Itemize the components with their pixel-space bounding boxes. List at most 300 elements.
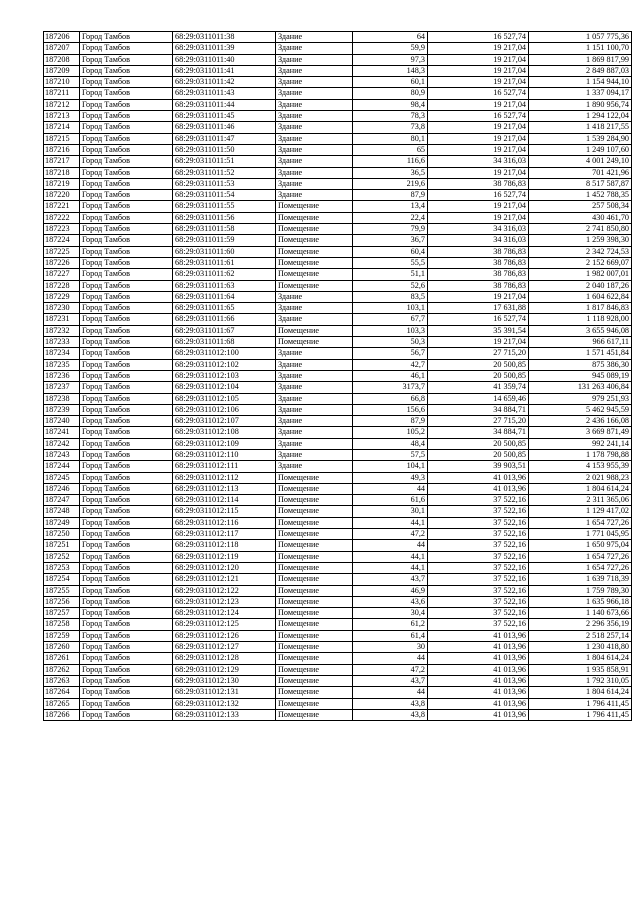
cell-municipality: Город Тамбов <box>80 65 173 76</box>
table-row <box>44 608 632 619</box>
cell-municipality: Город Тамбов <box>80 427 173 438</box>
cell-object-type: Помещение <box>276 517 353 528</box>
table-row <box>44 675 632 686</box>
cell-cadastral-value: 966 617,11 <box>529 337 632 348</box>
table-body <box>44 32 632 721</box>
cell-cadastral-value: 1 418 217,55 <box>529 122 632 133</box>
cell-record-number: 187238 <box>44 393 80 404</box>
table-row <box>44 449 632 460</box>
cell-cadastral-number: 68:29:0311012:105 <box>173 393 276 404</box>
cell-record-number: 187240 <box>44 416 80 427</box>
cell-municipality: Город Тамбов <box>80 43 173 54</box>
cell-area: 36,5 <box>353 167 428 178</box>
table-row <box>44 483 632 494</box>
table-row <box>44 370 632 381</box>
cell-specific-value: 38 786,83 <box>428 269 529 280</box>
cell-municipality: Город Тамбов <box>80 257 173 268</box>
cell-record-number: 187208 <box>44 54 80 65</box>
cell-specific-value: 16 527,74 <box>428 314 529 325</box>
table-row <box>44 653 632 664</box>
cell-area: 44 <box>353 653 428 664</box>
cell-area: 103,1 <box>353 303 428 314</box>
table-row <box>44 438 632 449</box>
cell-cadastral-value: 1 259 398,30 <box>529 235 632 246</box>
cell-cadastral-value: 1 178 798,88 <box>529 449 632 460</box>
cell-object-type: Здание <box>276 190 353 201</box>
cell-specific-value: 27 715,20 <box>428 348 529 359</box>
cell-record-number: 187254 <box>44 574 80 585</box>
cell-area: 219,6 <box>353 178 428 189</box>
cell-cadastral-value: 1 804 614,24 <box>529 653 632 664</box>
cell-area: 57,5 <box>353 449 428 460</box>
cell-object-type: Здание <box>276 156 353 167</box>
cell-cadastral-value: 1 452 788,35 <box>529 190 632 201</box>
cell-area: 43,6 <box>353 596 428 607</box>
cell-area: 44,1 <box>353 562 428 573</box>
cell-cadastral-number: 68:29:0311012:108 <box>173 427 276 438</box>
cell-cadastral-number: 68:29:0311011:50 <box>173 144 276 155</box>
cell-record-number: 187242 <box>44 438 80 449</box>
table-row <box>44 427 632 438</box>
cell-object-type: Помещение <box>276 551 353 562</box>
cell-object-type: Помещение <box>276 608 353 619</box>
cell-object-type: Здание <box>276 167 353 178</box>
cell-cadastral-value: 2 021 988,23 <box>529 472 632 483</box>
cell-cadastral-number: 68:29:0311012:109 <box>173 438 276 449</box>
cell-area: 61,6 <box>353 495 428 506</box>
cell-cadastral-number: 68:29:0311012:127 <box>173 642 276 653</box>
cell-specific-value: 38 786,83 <box>428 246 529 257</box>
cell-object-type: Здание <box>276 303 353 314</box>
cell-specific-value: 41 013,96 <box>428 642 529 653</box>
cell-cadastral-value: 2 040 187,26 <box>529 280 632 291</box>
cell-specific-value: 37 522,16 <box>428 506 529 517</box>
cell-record-number: 187217 <box>44 156 80 167</box>
table-row <box>44 517 632 528</box>
cell-cadastral-value: 1 154 944,10 <box>529 77 632 88</box>
cell-object-type: Помещение <box>276 642 353 653</box>
table-row <box>44 122 632 133</box>
cell-specific-value: 34 316,03 <box>428 235 529 246</box>
cell-record-number: 187255 <box>44 585 80 596</box>
cell-record-number: 187210 <box>44 77 80 88</box>
table-row <box>44 596 632 607</box>
cell-cadastral-value: 2 311 365,06 <box>529 495 632 506</box>
cell-specific-value: 19 217,04 <box>428 77 529 88</box>
cell-specific-value: 37 522,16 <box>428 574 529 585</box>
table-row <box>44 257 632 268</box>
cell-cadastral-value: 1 151 100,70 <box>529 43 632 54</box>
cell-municipality: Город Тамбов <box>80 314 173 325</box>
cell-cadastral-number: 68:29:0311011:55 <box>173 201 276 212</box>
cell-object-type: Здание <box>276 65 353 76</box>
cell-municipality: Город Тамбов <box>80 642 173 653</box>
table-row <box>44 529 632 540</box>
table-row <box>44 495 632 506</box>
cell-cadastral-value: 131 263 406,84 <box>529 382 632 393</box>
table-row <box>44 32 632 43</box>
cell-area: 43,8 <box>353 698 428 709</box>
cell-municipality: Город Тамбов <box>80 653 173 664</box>
cell-specific-value: 19 217,04 <box>428 99 529 110</box>
table-row <box>44 303 632 314</box>
table-row <box>44 178 632 189</box>
cell-municipality: Город Тамбов <box>80 167 173 178</box>
table-row <box>44 167 632 178</box>
cell-specific-value: 14 659,46 <box>428 393 529 404</box>
cell-object-type: Здание <box>276 382 353 393</box>
table-row <box>44 133 632 144</box>
cell-specific-value: 19 217,04 <box>428 212 529 223</box>
cell-record-number: 187232 <box>44 325 80 336</box>
cell-record-number: 187237 <box>44 382 80 393</box>
cell-object-type: Здание <box>276 122 353 133</box>
cell-area: 87,9 <box>353 416 428 427</box>
cell-municipality: Город Тамбов <box>80 246 173 257</box>
cell-municipality: Город Тамбов <box>80 562 173 573</box>
cell-area: 104,1 <box>353 461 428 472</box>
cell-cadastral-value: 2 849 887,03 <box>529 65 632 76</box>
cell-specific-value: 37 522,16 <box>428 529 529 540</box>
cell-record-number: 187241 <box>44 427 80 438</box>
cell-cadastral-number: 68:29:0311012:103 <box>173 370 276 381</box>
cell-record-number: 187258 <box>44 619 80 630</box>
cell-area: 116,6 <box>353 156 428 167</box>
cell-specific-value: 38 786,83 <box>428 280 529 291</box>
cell-cadastral-value: 979 251,93 <box>529 393 632 404</box>
cell-area: 61,4 <box>353 630 428 641</box>
cell-area: 73,8 <box>353 122 428 133</box>
cell-record-number: 187211 <box>44 88 80 99</box>
cell-area: 66,8 <box>353 393 428 404</box>
cell-specific-value: 37 522,16 <box>428 551 529 562</box>
cell-record-number: 187233 <box>44 337 80 348</box>
cell-area: 50,3 <box>353 337 428 348</box>
cell-municipality: Город Тамбов <box>80 506 173 517</box>
cell-cadastral-value: 1 804 614,24 <box>529 687 632 698</box>
cell-specific-value: 20 500,85 <box>428 370 529 381</box>
cell-cadastral-value: 1 635 966,18 <box>529 596 632 607</box>
cell-cadastral-value: 2 296 356,19 <box>529 619 632 630</box>
cell-specific-value: 41 013,96 <box>428 653 529 664</box>
cell-area: 83,5 <box>353 291 428 302</box>
cell-specific-value: 34 884,71 <box>428 404 529 415</box>
cell-object-type: Помещение <box>276 664 353 675</box>
cell-cadastral-value: 1 129 417,02 <box>529 506 632 517</box>
cell-municipality: Город Тамбов <box>80 404 173 415</box>
cell-cadastral-number: 68:29:0311012:120 <box>173 562 276 573</box>
cell-cadastral-number: 68:29:0311012:124 <box>173 608 276 619</box>
table-row <box>44 291 632 302</box>
table-row <box>44 585 632 596</box>
cell-cadastral-number: 68:29:0311011:58 <box>173 224 276 235</box>
cell-area: 80,1 <box>353 133 428 144</box>
cell-record-number: 187213 <box>44 111 80 122</box>
cell-municipality: Город Тамбов <box>80 416 173 427</box>
table-row <box>44 144 632 155</box>
cell-area: 44 <box>353 483 428 494</box>
cell-object-type: Здание <box>276 54 353 65</box>
cell-object-type: Помещение <box>276 495 353 506</box>
cell-record-number: 187227 <box>44 269 80 280</box>
cell-record-number: 187252 <box>44 551 80 562</box>
cell-municipality: Город Тамбов <box>80 472 173 483</box>
cell-municipality: Город Тамбов <box>80 32 173 43</box>
cell-specific-value: 19 217,04 <box>428 54 529 65</box>
cell-record-number: 187248 <box>44 506 80 517</box>
cell-object-type: Здание <box>276 359 353 370</box>
cell-specific-value: 41 013,96 <box>428 472 529 483</box>
cell-record-number: 187218 <box>44 167 80 178</box>
table-row <box>44 54 632 65</box>
cell-record-number: 187221 <box>44 201 80 212</box>
cell-cadastral-number: 68:29:0311012:130 <box>173 675 276 686</box>
cell-cadastral-value: 1 817 846,83 <box>529 303 632 314</box>
cell-cadastral-value: 5 462 945,59 <box>529 404 632 415</box>
cell-specific-value: 37 522,16 <box>428 608 529 619</box>
cell-record-number: 187209 <box>44 65 80 76</box>
cell-municipality: Город Тамбов <box>80 348 173 359</box>
cell-cadastral-value: 1 654 727,26 <box>529 551 632 562</box>
table-row <box>44 404 632 415</box>
cell-record-number: 187215 <box>44 133 80 144</box>
cell-specific-value: 27 715,20 <box>428 416 529 427</box>
cell-area: 60,4 <box>353 246 428 257</box>
cell-municipality: Город Тамбов <box>80 495 173 506</box>
cell-cadastral-value: 1 796 411,45 <box>529 698 632 709</box>
table-row <box>44 642 632 653</box>
cell-cadastral-number: 68:29:0311012:104 <box>173 382 276 393</box>
table-row <box>44 77 632 88</box>
cell-record-number: 187230 <box>44 303 80 314</box>
cell-object-type: Помещение <box>276 529 353 540</box>
cell-cadastral-number: 68:29:0311012:111 <box>173 461 276 472</box>
cell-cadastral-value: 1 639 718,39 <box>529 574 632 585</box>
cell-municipality: Город Тамбов <box>80 280 173 291</box>
cell-cadastral-value: 2 436 166,08 <box>529 416 632 427</box>
cell-record-number: 187243 <box>44 449 80 460</box>
cell-specific-value: 19 217,04 <box>428 337 529 348</box>
table-row <box>44 65 632 76</box>
table-row <box>44 190 632 201</box>
cell-record-number: 187265 <box>44 698 80 709</box>
cell-cadastral-value: 257 508,34 <box>529 201 632 212</box>
table-row <box>44 269 632 280</box>
cell-object-type: Помещение <box>276 653 353 664</box>
cell-record-number: 187264 <box>44 687 80 698</box>
cell-municipality: Город Тамбов <box>80 382 173 393</box>
cell-municipality: Город Тамбов <box>80 178 173 189</box>
cell-area: 47,2 <box>353 664 428 675</box>
cell-specific-value: 16 527,74 <box>428 111 529 122</box>
cell-cadastral-value: 1 650 975,04 <box>529 540 632 551</box>
cell-cadastral-number: 68:29:0311012:118 <box>173 540 276 551</box>
table-row <box>44 359 632 370</box>
cell-specific-value: 19 217,04 <box>428 201 529 212</box>
cell-area: 47,2 <box>353 529 428 540</box>
cell-cadastral-value: 1 140 673,66 <box>529 608 632 619</box>
cell-municipality: Город Тамбов <box>80 337 173 348</box>
cell-object-type: Здание <box>276 449 353 460</box>
table-row <box>44 619 632 630</box>
cell-cadastral-number: 68:29:0311012:125 <box>173 619 276 630</box>
cell-cadastral-value: 1 982 007,01 <box>529 269 632 280</box>
cell-object-type: Здание <box>276 77 353 88</box>
cell-object-type: Помещение <box>276 280 353 291</box>
cell-municipality: Город Тамбов <box>80 438 173 449</box>
cell-cadastral-number: 68:29:0311011:52 <box>173 167 276 178</box>
cell-cadastral-number: 68:29:0311011:65 <box>173 303 276 314</box>
cell-object-type: Здание <box>276 404 353 415</box>
cell-municipality: Город Тамбов <box>80 54 173 65</box>
cell-object-type: Помещение <box>276 506 353 517</box>
cell-record-number: 187261 <box>44 653 80 664</box>
cell-record-number: 187246 <box>44 483 80 494</box>
cell-municipality: Город Тамбов <box>80 687 173 698</box>
cell-record-number: 187262 <box>44 664 80 675</box>
cell-object-type: Здание <box>276 348 353 359</box>
cell-area: 44,1 <box>353 517 428 528</box>
cell-object-type: Помещение <box>276 698 353 709</box>
cell-cadastral-value: 8 517 587,87 <box>529 178 632 189</box>
cell-record-number: 187231 <box>44 314 80 325</box>
cell-area: 43,8 <box>353 709 428 720</box>
cell-object-type: Здание <box>276 393 353 404</box>
cell-record-number: 187236 <box>44 370 80 381</box>
cell-area: 65 <box>353 144 428 155</box>
cell-municipality: Город Тамбов <box>80 133 173 144</box>
cell-municipality: Город Тамбов <box>80 393 173 404</box>
cell-record-number: 187222 <box>44 212 80 223</box>
cell-cadastral-value: 2 342 724,53 <box>529 246 632 257</box>
cell-area: 30 <box>353 642 428 653</box>
cell-cadastral-number: 68:29:0311011:47 <box>173 133 276 144</box>
cell-area: 97,3 <box>353 54 428 65</box>
cell-object-type: Помещение <box>276 574 353 585</box>
cell-cadastral-value: 1 249 107,60 <box>529 144 632 155</box>
cell-area: 59,9 <box>353 43 428 54</box>
cell-object-type: Здание <box>276 416 353 427</box>
table-row <box>44 574 632 585</box>
cell-municipality: Город Тамбов <box>80 77 173 88</box>
cell-specific-value: 19 217,04 <box>428 65 529 76</box>
cell-cadastral-value: 1 571 451,84 <box>529 348 632 359</box>
cell-specific-value: 37 522,16 <box>428 540 529 551</box>
cell-cadastral-number: 68:29:0311011:56 <box>173 212 276 223</box>
cell-specific-value: 16 527,74 <box>428 32 529 43</box>
cell-specific-value: 20 500,85 <box>428 438 529 449</box>
cell-specific-value: 35 391,54 <box>428 325 529 336</box>
cell-area: 36,7 <box>353 235 428 246</box>
table-row <box>44 337 632 348</box>
cell-cadastral-value: 875 386,30 <box>529 359 632 370</box>
cell-cadastral-number: 68:29:0311011:59 <box>173 235 276 246</box>
cell-cadastral-number: 68:29:0311012:112 <box>173 472 276 483</box>
cell-object-type: Здание <box>276 144 353 155</box>
cell-record-number: 187266 <box>44 709 80 720</box>
cell-area: 46,9 <box>353 585 428 596</box>
cell-cadastral-value: 3 669 871,49 <box>529 427 632 438</box>
table-row <box>44 687 632 698</box>
table-row <box>44 562 632 573</box>
cell-cadastral-value: 2 518 257,14 <box>529 630 632 641</box>
cell-specific-value: 34 316,03 <box>428 156 529 167</box>
cell-record-number: 187260 <box>44 642 80 653</box>
cell-cadastral-value: 1 935 858,91 <box>529 664 632 675</box>
cell-area: 22,4 <box>353 212 428 223</box>
table-row <box>44 630 632 641</box>
cell-area: 49,3 <box>353 472 428 483</box>
cell-object-type: Здание <box>276 133 353 144</box>
cell-municipality: Город Тамбов <box>80 156 173 167</box>
cell-cadastral-value: 2 152 669,07 <box>529 257 632 268</box>
cell-specific-value: 19 217,04 <box>428 43 529 54</box>
cell-cadastral-number: 68:29:0311011:67 <box>173 325 276 336</box>
cell-record-number: 187253 <box>44 562 80 573</box>
cell-specific-value: 19 217,04 <box>428 122 529 133</box>
cell-area: 79,9 <box>353 224 428 235</box>
cell-municipality: Город Тамбов <box>80 619 173 630</box>
cell-cadastral-value: 1 654 727,26 <box>529 517 632 528</box>
cell-municipality: Город Тамбов <box>80 303 173 314</box>
cell-cadastral-number: 68:29:0311012:106 <box>173 404 276 415</box>
cell-object-type: Здание <box>276 178 353 189</box>
cell-cadastral-number: 68:29:0311011:63 <box>173 280 276 291</box>
cell-record-number: 187228 <box>44 280 80 291</box>
table-row <box>44 280 632 291</box>
cell-cadastral-value: 4 153 955,39 <box>529 461 632 472</box>
cell-object-type: Здание <box>276 314 353 325</box>
cell-object-type: Помещение <box>276 472 353 483</box>
cell-cadastral-number: 68:29:0311012:122 <box>173 585 276 596</box>
cell-area: 44 <box>353 687 428 698</box>
cell-municipality: Город Тамбов <box>80 122 173 133</box>
cell-cadastral-value: 1 792 310,05 <box>529 675 632 686</box>
cell-cadastral-number: 68:29:0311011:54 <box>173 190 276 201</box>
table-row <box>44 111 632 122</box>
cell-area: 43,7 <box>353 675 428 686</box>
cell-record-number: 187256 <box>44 596 80 607</box>
cell-municipality: Город Тамбов <box>80 224 173 235</box>
cell-cadastral-number: 68:29:0311011:42 <box>173 77 276 88</box>
cell-cadastral-number: 68:29:0311012:102 <box>173 359 276 370</box>
cell-cadastral-number: 68:29:0311012:119 <box>173 551 276 562</box>
cell-municipality: Город Тамбов <box>80 574 173 585</box>
cell-cadastral-number: 68:29:0311011:40 <box>173 54 276 65</box>
cell-area: 42,7 <box>353 359 428 370</box>
cell-municipality: Город Тамбов <box>80 359 173 370</box>
cell-record-number: 187214 <box>44 122 80 133</box>
cell-cadastral-value: 1 539 284,90 <box>529 133 632 144</box>
cell-object-type: Помещение <box>276 687 353 698</box>
cell-specific-value: 37 522,16 <box>428 517 529 528</box>
cell-specific-value: 41 013,96 <box>428 675 529 686</box>
cell-cadastral-value: 1 294 122,04 <box>529 111 632 122</box>
cell-cadastral-number: 68:29:0311012:128 <box>173 653 276 664</box>
cell-area: 98,4 <box>353 99 428 110</box>
cell-area: 105,2 <box>353 427 428 438</box>
cell-municipality: Город Тамбов <box>80 585 173 596</box>
cell-object-type: Помещение <box>276 201 353 212</box>
cell-record-number: 187244 <box>44 461 80 472</box>
table-row <box>44 235 632 246</box>
cadastral-value-table <box>43 31 632 721</box>
cell-area: 55,5 <box>353 257 428 268</box>
cell-area: 80,9 <box>353 88 428 99</box>
cell-record-number: 187206 <box>44 32 80 43</box>
table-row <box>44 212 632 223</box>
cell-record-number: 187247 <box>44 495 80 506</box>
